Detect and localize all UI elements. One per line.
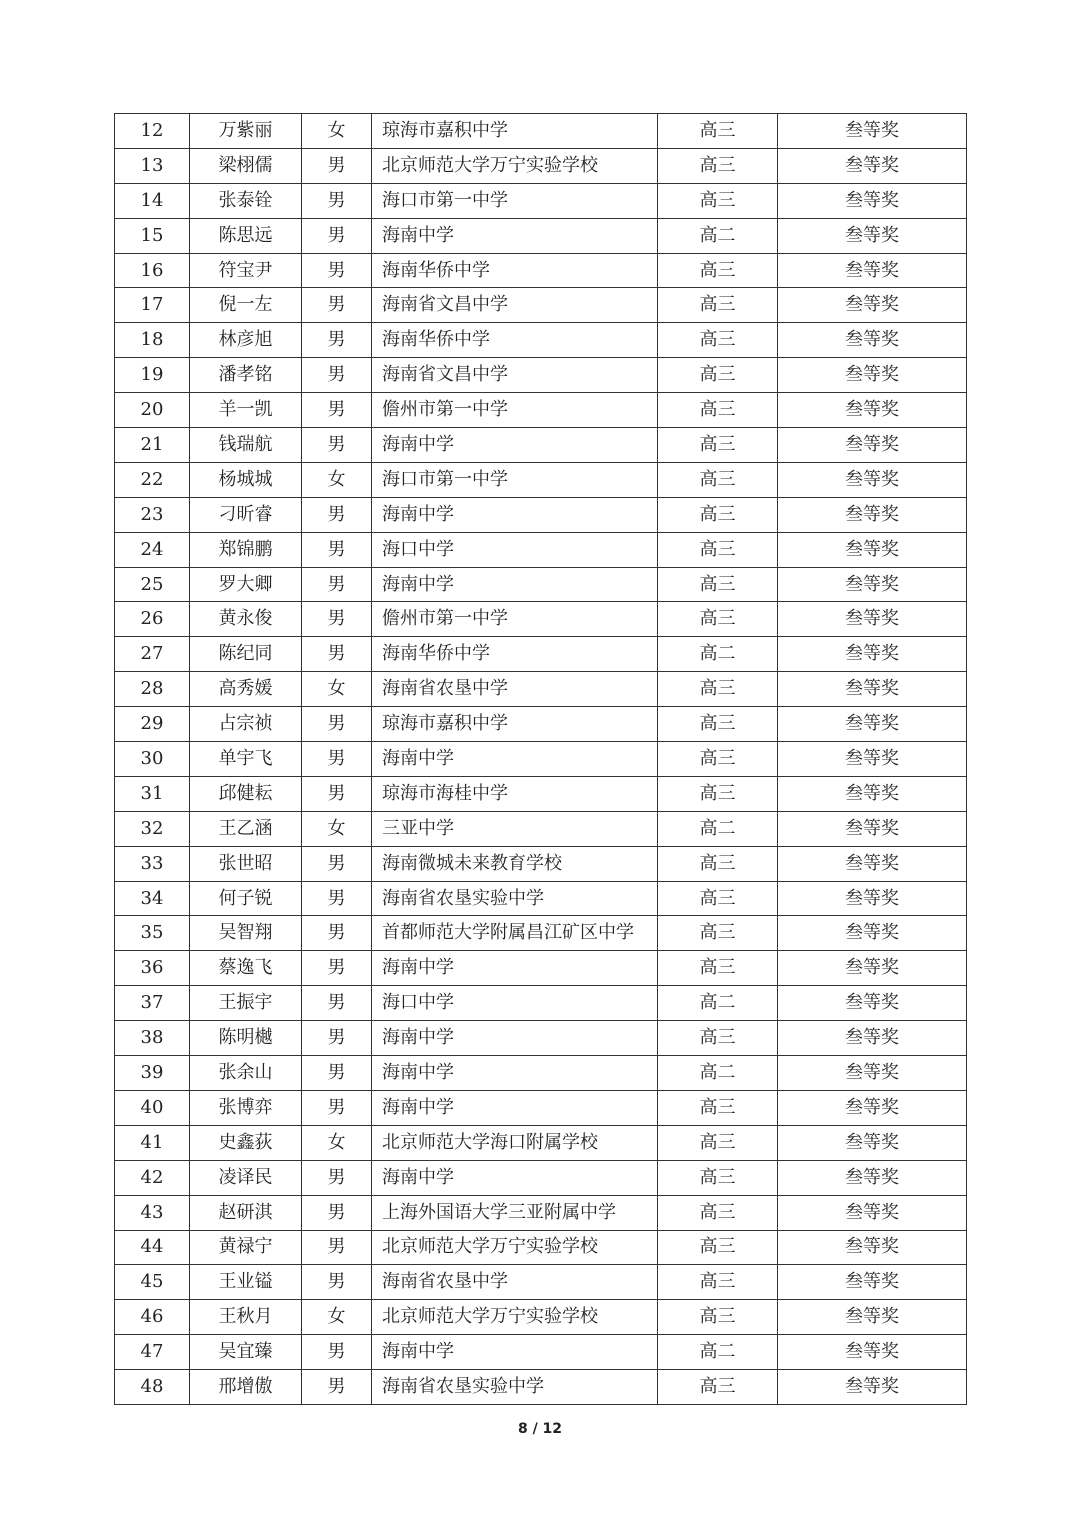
table-row: [115, 811, 967, 846]
row-number-cell: 30: [115, 742, 190, 777]
award-cell: 叁等奖: [778, 1335, 967, 1370]
student-name-cell: 陈思远: [190, 218, 302, 253]
award-cell: 叁等奖: [778, 497, 967, 532]
award-cell: 叁等奖: [778, 707, 967, 742]
table-row: [115, 462, 967, 497]
gender-cell: 男: [302, 986, 372, 1021]
gender-cell: 男: [302, 707, 372, 742]
student-name-cell: 林彦旭: [190, 323, 302, 358]
gender-cell: 男: [302, 218, 372, 253]
gender-cell: 男: [302, 532, 372, 567]
grade-cell: 高三: [658, 393, 778, 428]
student-name-cell: 高秀媛: [190, 672, 302, 707]
grade-cell: 高三: [658, 916, 778, 951]
student-name-cell: 张余山: [190, 1056, 302, 1091]
student-name-cell: 王乙涵: [190, 811, 302, 846]
table-row: [115, 1230, 967, 1265]
grade-cell: 高三: [658, 1021, 778, 1056]
award-cell: 叁等奖: [778, 742, 967, 777]
grade-cell: 高三: [658, 148, 778, 183]
row-number-cell: 34: [115, 881, 190, 916]
grade-cell: 高三: [658, 567, 778, 602]
row-number-cell: 15: [115, 218, 190, 253]
row-number-cell: 13: [115, 148, 190, 183]
student-name-cell: 史鑫荻: [190, 1125, 302, 1160]
award-cell: 叁等奖: [778, 148, 967, 183]
school-cell: 首都师范大学附属昌江矿区中学: [372, 916, 658, 951]
gender-cell: 男: [302, 497, 372, 532]
award-cell: 叁等奖: [778, 1370, 967, 1405]
award-cell: 叁等奖: [778, 637, 967, 672]
school-cell: 海南省文昌中学: [372, 358, 658, 393]
grade-cell: 高三: [658, 881, 778, 916]
gender-cell: 男: [302, 1056, 372, 1091]
award-cell: 叁等奖: [778, 811, 967, 846]
row-number-cell: 32: [115, 811, 190, 846]
grade-cell: 高三: [658, 742, 778, 777]
student-name-cell: 蔡逸飞: [190, 951, 302, 986]
gender-cell: 男: [302, 881, 372, 916]
award-cell: 叁等奖: [778, 288, 967, 323]
table-row: [115, 183, 967, 218]
gender-cell: 男: [302, 183, 372, 218]
table-row: [115, 1090, 967, 1125]
award-cell: 叁等奖: [778, 218, 967, 253]
table-row: [115, 602, 967, 637]
school-cell: 北京师范大学万宁实验学校: [372, 1300, 658, 1335]
student-name-cell: 张博弈: [190, 1090, 302, 1125]
grade-cell: 高三: [658, 602, 778, 637]
school-cell: 海南中学: [372, 1021, 658, 1056]
award-table: [114, 113, 967, 1405]
gender-cell: 男: [302, 916, 372, 951]
school-cell: 海南省农垦实验中学: [372, 881, 658, 916]
table-row: [115, 497, 967, 532]
grade-cell: 高三: [658, 1300, 778, 1335]
school-cell: 海南中学: [372, 1056, 658, 1091]
grade-cell: 高二: [658, 986, 778, 1021]
student-name-cell: 单宇飞: [190, 742, 302, 777]
school-cell: 海口市第一中学: [372, 183, 658, 218]
table-row: [115, 1335, 967, 1370]
row-number-cell: 43: [115, 1195, 190, 1230]
student-name-cell: 王业镒: [190, 1265, 302, 1300]
school-cell: 海口中学: [372, 986, 658, 1021]
student-name-cell: 陈明樾: [190, 1021, 302, 1056]
table-row: [115, 776, 967, 811]
row-number-cell: 18: [115, 323, 190, 358]
award-cell: 叁等奖: [778, 114, 967, 149]
row-number-cell: 12: [115, 114, 190, 149]
award-cell: 叁等奖: [778, 1195, 967, 1230]
gender-cell: 男: [302, 602, 372, 637]
table-row: [115, 637, 967, 672]
award-cell: 叁等奖: [778, 1230, 967, 1265]
table-row: [115, 148, 967, 183]
student-name-cell: 占宗祯: [190, 707, 302, 742]
student-name-cell: 钱瑞航: [190, 428, 302, 463]
table-row: [115, 672, 967, 707]
student-name-cell: 罗大卿: [190, 567, 302, 602]
gender-cell: 男: [302, 1335, 372, 1370]
row-number-cell: 42: [115, 1160, 190, 1195]
gender-cell: 女: [302, 811, 372, 846]
gender-cell: 男: [302, 288, 372, 323]
gender-cell: 男: [302, 1160, 372, 1195]
grade-cell: 高二: [658, 811, 778, 846]
student-name-cell: 王秋月: [190, 1300, 302, 1335]
table-row: [115, 567, 967, 602]
award-cell: 叁等奖: [778, 916, 967, 951]
gender-cell: 男: [302, 567, 372, 602]
row-number-cell: 28: [115, 672, 190, 707]
row-number-cell: 40: [115, 1090, 190, 1125]
row-number-cell: 24: [115, 532, 190, 567]
award-cell: 叁等奖: [778, 602, 967, 637]
student-name-cell: 陈纪同: [190, 637, 302, 672]
table-row: [115, 1056, 967, 1091]
award-cell: 叁等奖: [778, 1265, 967, 1300]
grade-cell: 高三: [658, 1160, 778, 1195]
grade-cell: 高三: [658, 1230, 778, 1265]
row-number-cell: 31: [115, 776, 190, 811]
table-row: [115, 288, 967, 323]
student-name-cell: 邢增傲: [190, 1370, 302, 1405]
table-row: [115, 253, 967, 288]
school-cell: 北京师范大学万宁实验学校: [372, 148, 658, 183]
school-cell: 海南省农垦中学: [372, 1265, 658, 1300]
row-number-cell: 20: [115, 393, 190, 428]
award-cell: 叁等奖: [778, 358, 967, 393]
student-name-cell: 黄永俊: [190, 602, 302, 637]
grade-cell: 高三: [658, 462, 778, 497]
school-cell: 海南中学: [372, 742, 658, 777]
school-cell: 海口中学: [372, 532, 658, 567]
gender-cell: 男: [302, 428, 372, 463]
gender-cell: 男: [302, 637, 372, 672]
award-table-body: [115, 114, 967, 1405]
row-number-cell: 22: [115, 462, 190, 497]
row-number-cell: 36: [115, 951, 190, 986]
gender-cell: 男: [302, 1230, 372, 1265]
table-row: [115, 951, 967, 986]
row-number-cell: 48: [115, 1370, 190, 1405]
award-cell: 叁等奖: [778, 986, 967, 1021]
gender-cell: 女: [302, 1300, 372, 1335]
table-row: [115, 881, 967, 916]
grade-cell: 高三: [658, 114, 778, 149]
student-name-cell: 王振宇: [190, 986, 302, 1021]
grade-cell: 高三: [658, 707, 778, 742]
gender-cell: 男: [302, 1370, 372, 1405]
table-row: [115, 114, 967, 149]
gender-cell: 男: [302, 323, 372, 358]
award-cell: 叁等奖: [778, 776, 967, 811]
student-name-cell: 梁栩儒: [190, 148, 302, 183]
gender-cell: 女: [302, 114, 372, 149]
school-cell: 海南中学: [372, 428, 658, 463]
grade-cell: 高二: [658, 1335, 778, 1370]
row-number-cell: 46: [115, 1300, 190, 1335]
gender-cell: 男: [302, 742, 372, 777]
grade-cell: 高三: [658, 497, 778, 532]
table-row: [115, 1160, 967, 1195]
grade-cell: 高二: [658, 637, 778, 672]
grade-cell: 高三: [658, 532, 778, 567]
award-cell: 叁等奖: [778, 393, 967, 428]
school-cell: 海南省农垦中学: [372, 672, 658, 707]
row-number-cell: 19: [115, 358, 190, 393]
grade-cell: 高三: [658, 1195, 778, 1230]
table-row: [115, 1021, 967, 1056]
award-cell: 叁等奖: [778, 1090, 967, 1125]
table-row: [115, 323, 967, 358]
gender-cell: 女: [302, 1125, 372, 1160]
grade-cell: 高三: [658, 1370, 778, 1405]
row-number-cell: 17: [115, 288, 190, 323]
grade-cell: 高三: [658, 428, 778, 463]
row-number-cell: 27: [115, 637, 190, 672]
student-name-cell: 杨城城: [190, 462, 302, 497]
student-name-cell: 羊一凯: [190, 393, 302, 428]
school-cell: 儋州市第一中学: [372, 602, 658, 637]
gender-cell: 男: [302, 951, 372, 986]
school-cell: 琼海市嘉积中学: [372, 707, 658, 742]
row-number-cell: 35: [115, 916, 190, 951]
student-name-cell: 黄禄宁: [190, 1230, 302, 1265]
school-cell: 琼海市海桂中学: [372, 776, 658, 811]
gender-cell: 女: [302, 672, 372, 707]
award-cell: 叁等奖: [778, 532, 967, 567]
student-name-cell: 吴智翔: [190, 916, 302, 951]
student-name-cell: 凌译民: [190, 1160, 302, 1195]
gender-cell: 男: [302, 1195, 372, 1230]
row-number-cell: 37: [115, 986, 190, 1021]
student-name-cell: 何子锐: [190, 881, 302, 916]
gender-cell: 男: [302, 148, 372, 183]
student-name-cell: 郑锦鹏: [190, 532, 302, 567]
grade-cell: 高三: [658, 288, 778, 323]
table-row: [115, 218, 967, 253]
school-cell: 三亚中学: [372, 811, 658, 846]
row-number-cell: 39: [115, 1056, 190, 1091]
grade-cell: 高二: [658, 218, 778, 253]
award-cell: 叁等奖: [778, 951, 967, 986]
row-number-cell: 29: [115, 707, 190, 742]
table-row: [115, 742, 967, 777]
grade-cell: 高三: [658, 776, 778, 811]
award-cell: 叁等奖: [778, 253, 967, 288]
student-name-cell: 吴宜臻: [190, 1335, 302, 1370]
student-name-cell: 张泰铨: [190, 183, 302, 218]
grade-cell: 高三: [658, 672, 778, 707]
award-cell: 叁等奖: [778, 1056, 967, 1091]
student-name-cell: 张世昭: [190, 846, 302, 881]
award-cell: 叁等奖: [778, 846, 967, 881]
school-cell: 北京师范大学海口附属学校: [372, 1125, 658, 1160]
award-cell: 叁等奖: [778, 567, 967, 602]
row-number-cell: 25: [115, 567, 190, 602]
gender-cell: 女: [302, 462, 372, 497]
table-row: [115, 1300, 967, 1335]
gender-cell: 男: [302, 253, 372, 288]
school-cell: 海南华侨中学: [372, 637, 658, 672]
row-number-cell: 41: [115, 1125, 190, 1160]
school-cell: 上海外国语大学三亚附属中学: [372, 1195, 658, 1230]
gender-cell: 男: [302, 1090, 372, 1125]
school-cell: 儋州市第一中学: [372, 393, 658, 428]
school-cell: 琼海市嘉积中学: [372, 114, 658, 149]
gender-cell: 男: [302, 846, 372, 881]
school-cell: 海南中学: [372, 951, 658, 986]
school-cell: 海南微城未来教育学校: [372, 846, 658, 881]
grade-cell: 高三: [658, 323, 778, 358]
school-cell: 海南华侨中学: [372, 323, 658, 358]
school-cell: 海南中学: [372, 1335, 658, 1370]
award-cell: 叁等奖: [778, 881, 967, 916]
row-number-cell: 44: [115, 1230, 190, 1265]
gender-cell: 男: [302, 1265, 372, 1300]
row-number-cell: 45: [115, 1265, 190, 1300]
school-cell: 海南省文昌中学: [372, 288, 658, 323]
row-number-cell: 16: [115, 253, 190, 288]
school-cell: 海南中学: [372, 1160, 658, 1195]
row-number-cell: 26: [115, 602, 190, 637]
award-cell: 叁等奖: [778, 428, 967, 463]
table-row: [115, 358, 967, 393]
student-name-cell: 符宝尹: [190, 253, 302, 288]
school-cell: 海南中学: [372, 218, 658, 253]
table-row: [115, 916, 967, 951]
page-number: 8 / 12: [517, 1421, 563, 1437]
award-cell: 叁等奖: [778, 183, 967, 218]
grade-cell: 高三: [658, 1265, 778, 1300]
grade-cell: 高三: [658, 183, 778, 218]
student-name-cell: 倪一左: [190, 288, 302, 323]
table-row: [115, 1265, 967, 1300]
row-number-cell: 47: [115, 1335, 190, 1370]
school-cell: 北京师范大学万宁实验学校: [372, 1230, 658, 1265]
table-row: [115, 1125, 967, 1160]
award-cell: 叁等奖: [778, 462, 967, 497]
table-row: [115, 986, 967, 1021]
award-cell: 叁等奖: [778, 1300, 967, 1335]
school-cell: 海南中学: [372, 1090, 658, 1125]
gender-cell: 男: [302, 776, 372, 811]
student-name-cell: 刁昕睿: [190, 497, 302, 532]
grade-cell: 高三: [658, 846, 778, 881]
award-cell: 叁等奖: [778, 1125, 967, 1160]
table-row: [115, 532, 967, 567]
row-number-cell: 38: [115, 1021, 190, 1056]
award-cell: 叁等奖: [778, 672, 967, 707]
grade-cell: 高三: [658, 1125, 778, 1160]
grade-cell: 高三: [658, 1090, 778, 1125]
award-cell: 叁等奖: [778, 1021, 967, 1056]
row-number-cell: 23: [115, 497, 190, 532]
row-number-cell: 14: [115, 183, 190, 218]
row-number-cell: 21: [115, 428, 190, 463]
table-row: [115, 1370, 967, 1405]
grade-cell: 高二: [658, 1056, 778, 1091]
gender-cell: 男: [302, 1021, 372, 1056]
school-cell: 海南中学: [372, 567, 658, 602]
table-row: [115, 846, 967, 881]
student-name-cell: 邱健耘: [190, 776, 302, 811]
school-cell: 海南中学: [372, 497, 658, 532]
school-cell: 海南华侨中学: [372, 253, 658, 288]
school-cell: 海口市第一中学: [372, 462, 658, 497]
row-number-cell: 33: [115, 846, 190, 881]
award-cell: 叁等奖: [778, 1160, 967, 1195]
table-row: [115, 1195, 967, 1230]
gender-cell: 男: [302, 358, 372, 393]
student-name-cell: 万紫丽: [190, 114, 302, 149]
table-row: [115, 393, 967, 428]
table-row: [115, 428, 967, 463]
grade-cell: 高三: [658, 951, 778, 986]
school-cell: 海南省农垦实验中学: [372, 1370, 658, 1405]
gender-cell: 男: [302, 393, 372, 428]
table-row: [115, 707, 967, 742]
grade-cell: 高三: [658, 253, 778, 288]
student-name-cell: 潘孝铭: [190, 358, 302, 393]
grade-cell: 高三: [658, 358, 778, 393]
student-name-cell: 赵研淇: [190, 1195, 302, 1230]
award-cell: 叁等奖: [778, 323, 967, 358]
